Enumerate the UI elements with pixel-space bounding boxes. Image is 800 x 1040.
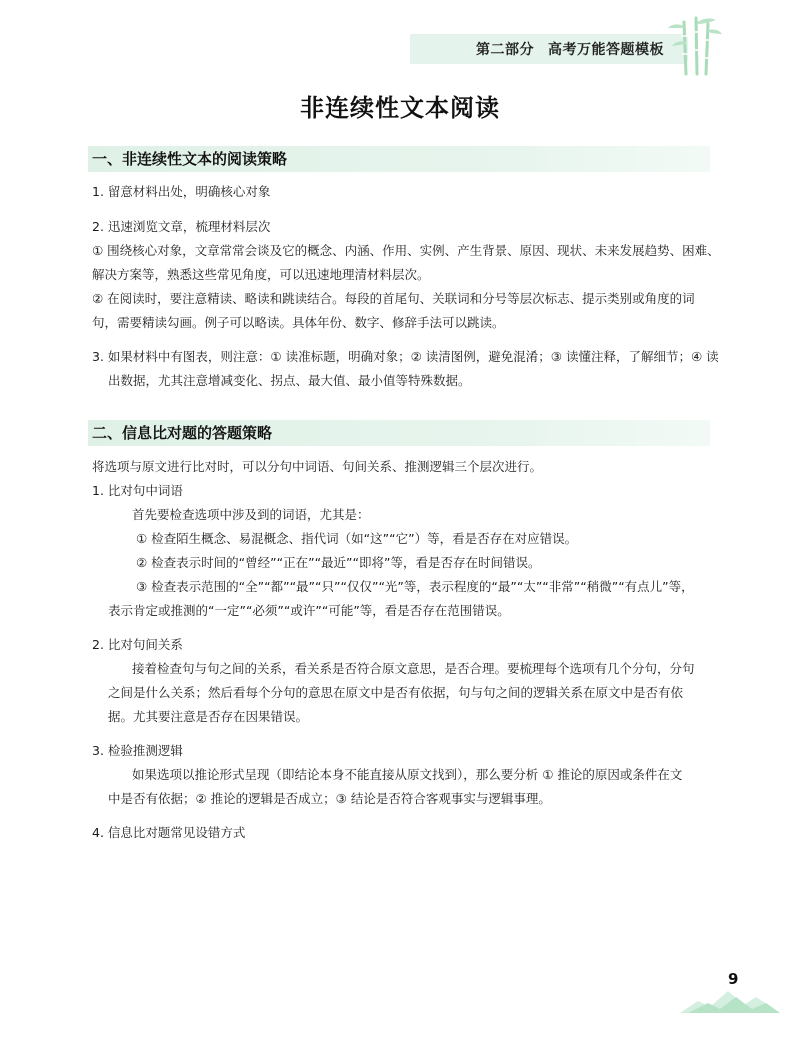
running-header — [476, 39, 664, 59]
mountain-icon — [680, 985, 780, 1015]
page-number: 9 — [728, 970, 739, 988]
s1-item-3-line-1: 3. 如果材料中有图表，则注意：① 读准标题，明确对象；② 读清图例，避免混淆；③ 读懂注释，了解细节；④ 读 — [92, 349, 719, 364]
s1-item-2-para-2-line-2: 句，需要精读勾画。例子可以略读。具体年份、数字、修辞手法可以跳读。 — [92, 315, 505, 330]
s2-item-1-lead: 首先要检查选项中涉及到的词语，尤其是： — [132, 507, 370, 522]
s1-item-2-para-2-line-1: ② 在阅读时，要注意精读、略读和跳读结合。每段的首尾句、关联词和分号等层次标志、提示类别或角度的词 — [92, 291, 695, 306]
header-title: 高考万能答题模板 — [548, 42, 664, 58]
s1-item-3-line-2: 出数据，尤其注意增减变化、拐点、最大值、最小值等特殊数据。 — [108, 373, 471, 388]
s1-item-2: 2. 迅速浏览文章，梳理材料层次 — [92, 219, 271, 234]
bamboo-icon — [664, 14, 724, 76]
s2-item-1-check-3-line-1: ③ 检查表示范围的“全”“都”“最”“只”“仅仅”“光”等，表示程度的“最”“太”“非常”“稍微”“有点儿”等， — [136, 579, 694, 594]
section-heading-2: 二、信息比对题的答题策略 — [88, 420, 710, 446]
s2-intro: 将选项与原文进行比对时，可以分句中词语、句间关系、推测逻辑三个层次进行。 — [92, 459, 543, 474]
s2-item-2: 2. 比对句间关系 — [92, 637, 183, 652]
s2-item-1-check-1: ① 检查陌生概念、易混概念、指代词（如“这”“它”）等，看是否存在对应错误。 — [136, 531, 578, 546]
page-title: 非连续性文本阅读 — [300, 94, 500, 122]
s2-item-3: 3. 检验推测逻辑 — [92, 743, 183, 758]
s2-item-1-check-2: ② 检查表示时间的“曾经”“正在”“最近”“即将”等，看是否存在时间错误。 — [136, 555, 541, 570]
s2-item-2-line-2: 之间是什么关系；然后看每个分句的意思在原文中是否有依据，句与句之间的逻辑关系在原文中是否有依 — [108, 685, 684, 700]
s2-item-3-line-1: 如果选项以推论形式呈现（即结论本身不能直接从原文找到），那么要分析 ① 推论的原因或条件在文 — [132, 767, 683, 782]
s2-item-3-line-2: 中是否有依据；② 推论的逻辑是否成立；③ 结论是否符合客观事实与逻辑事理。 — [108, 791, 551, 806]
s2-item-4: 4. 信息比对题常见设错方式 — [92, 825, 246, 840]
s1-item-2-para-1-line-1: ① 围绕核心对象，文章常常会谈及它的概念、内涵、作用、实例、产生背景、原因、现状、未来发展趋势、困难、 — [92, 243, 720, 258]
s2-item-2-line-3: 据。尤其要注意是否存在因果错误。 — [108, 709, 309, 724]
header-part: 第二部分 — [476, 42, 534, 58]
s1-item-2-para-1-line-2: 解决方案等，熟悉这些常见角度，可以迅速地理清材料层次。 — [92, 267, 430, 282]
section-heading-1: 一、非连续性文本的阅读策略 — [88, 146, 710, 172]
s2-item-1-check-3-line-2: 表示肯定或推测的“一定”“必须”“或许”“可能”等，看是否存在范围错误。 — [108, 603, 510, 618]
s2-item-1: 1. 比对句中词语 — [92, 483, 183, 498]
s2-item-2-line-1: 接着检查句与句之间的关系，看关系是否符合原文意思，是否合理。要梳理每个选项有几个分句，分句 — [132, 661, 695, 676]
s1-item-1: 1. 留意材料出处，明确核心对象 — [92, 184, 271, 199]
